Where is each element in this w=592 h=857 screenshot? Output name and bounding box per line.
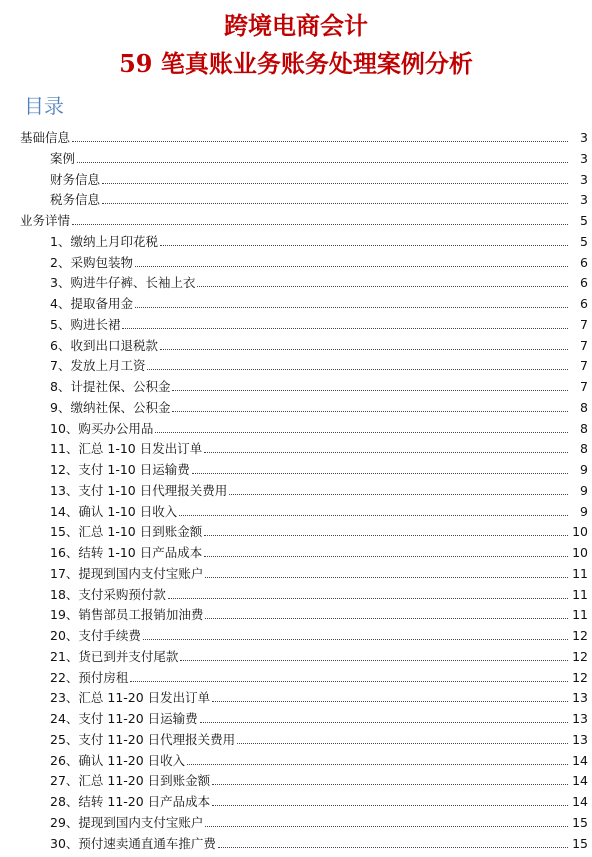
toc-entry[interactable]: [0, 334, 592, 354]
toc-entry-title: 28、结转 11-20 日产品成本: [50, 794, 211, 809]
toc-entry[interactable]: [0, 666, 592, 686]
toc-page-number: 14: [572, 773, 588, 789]
toc-dot-leader: [172, 410, 568, 412]
toc-dot-leader: [212, 700, 568, 702]
toc-dot-leader: [143, 638, 568, 640]
toc-page-number: 6: [580, 254, 588, 270]
toc-entry-title: 14、确认 1-10 日收入: [50, 503, 178, 519]
toc-page-number: 8: [580, 441, 588, 457]
toc-entry[interactable]: [0, 126, 592, 146]
toc-dot-leader: [205, 825, 568, 827]
document-title: 跨境电商会计: [224, 11, 368, 40]
toc-entry-title: 15、汇总 1-10 日到账金额: [50, 524, 203, 540]
toc-page-number: 7: [580, 358, 588, 374]
toc-entry-title: 24、支付 11-20 日运输费: [50, 711, 198, 726]
toc-entry[interactable]: [0, 168, 592, 188]
toc-dot-leader: [135, 306, 568, 308]
toc-page-number: 9: [580, 482, 588, 498]
toc-page-number: 15: [572, 814, 588, 830]
toc-dot-leader: [204, 451, 568, 453]
toc-entry[interactable]: [0, 271, 592, 291]
toc-entry[interactable]: [0, 188, 592, 208]
toc-entry-title: 20、支付手续费: [50, 628, 141, 643]
toc-dot-leader: [212, 783, 568, 785]
toc-entry[interactable]: [0, 832, 592, 852]
toc-entry[interactable]: [0, 500, 592, 520]
toc-dot-leader: [212, 804, 568, 806]
toc-dot-leader: [130, 680, 568, 682]
toc-dot-leader: [135, 265, 568, 267]
toc-page-number: 5: [580, 233, 588, 249]
toc-entry-title: 25、支付 11-20 日代理报关费用: [50, 731, 236, 747]
toc-page-number: 7: [580, 337, 588, 353]
toc-entry[interactable]: [0, 292, 592, 312]
toc-entry-title: 案例: [50, 150, 76, 166]
toc-page-number: 12: [572, 648, 588, 664]
toc-entry-title: 2、采购包装物: [50, 254, 133, 270]
toc-entry[interactable]: [0, 769, 592, 789]
toc-page-number: 6: [580, 275, 588, 291]
toc-dot-leader: [200, 721, 568, 723]
toc-entry[interactable]: [0, 251, 592, 271]
toc-page-number: 6: [580, 296, 588, 311]
toc-entry[interactable]: [0, 603, 592, 623]
toc-entry-title: 27、汇总 11-20 日到账金额: [50, 773, 211, 789]
toc-entry-title: 26、确认 11-20 日收入: [50, 752, 186, 768]
toc-page-number: 8: [580, 399, 588, 415]
toc-entry-title: 18、支付采购预付款: [50, 586, 166, 602]
toc-dot-leader: [192, 472, 568, 474]
toc-page-number: 13: [572, 711, 588, 726]
toc-page-number: 11: [572, 565, 588, 581]
toc-entry[interactable]: [0, 645, 592, 665]
toc-page-number: 13: [572, 690, 588, 706]
toc-entry-title: 29、提现到国内支付宝账户: [50, 814, 204, 830]
toc-dot-leader: [180, 659, 568, 661]
toc-entry-title: 基础信息: [20, 130, 71, 145]
toc-entry-title: 21、货已到并支付尾款: [50, 648, 179, 664]
toc-entry-title: 3、购进牛仔裤、长袖上衣: [50, 275, 196, 291]
toc-page-number: 7: [580, 316, 588, 332]
toc-page-number: 14: [572, 752, 588, 768]
toc-entry[interactable]: [0, 458, 592, 478]
toc-entry-title: 6、收到出口退税款: [50, 337, 158, 353]
toc-page-number: 10: [572, 524, 588, 540]
toc-page-number: 12: [572, 628, 588, 643]
toc-dot-leader: [237, 742, 568, 744]
toc-dot-leader: [187, 763, 568, 765]
toc-dot-leader: [72, 223, 568, 225]
toc-entry[interactable]: [0, 728, 592, 748]
toc-entry-title: 1、缴纳上月印花税: [50, 233, 158, 249]
toc-dot-leader: [218, 846, 568, 848]
toc-dot-leader: [147, 368, 568, 370]
toc-dot-leader: [197, 285, 568, 287]
toc-dot-leader: [205, 576, 568, 578]
toc-page-number: 13: [572, 731, 588, 747]
toc-entry-title: 22、预付房租: [50, 669, 129, 685]
toc-dot-leader: [160, 348, 568, 350]
toc-entry-title: 财务信息: [50, 171, 101, 187]
toc-heading: 目录: [24, 96, 64, 118]
toc-dot-leader: [72, 140, 568, 142]
toc-page-number: 9: [580, 503, 588, 519]
toc-page-number: 3: [580, 192, 588, 208]
toc-entry[interactable]: [0, 230, 592, 250]
toc-entry-title: 7、发放上月工资: [50, 358, 146, 374]
toc-dot-leader: [179, 514, 568, 516]
toc-entry-title: 8、计提社保、公积金: [50, 379, 171, 394]
toc-entry-title: 16、结转 1-10 日产品成本: [50, 545, 203, 560]
toc-entry[interactable]: [0, 707, 592, 727]
toc-entry[interactable]: [0, 354, 592, 374]
toc-page-number: 14: [572, 794, 588, 809]
toc-entry-title: 9、缴纳社保、公积金: [50, 399, 171, 415]
toc-entry[interactable]: [0, 479, 592, 499]
toc-page-number: 3: [580, 130, 588, 145]
toc-entry-title: 11、汇总 1-10 日发出订单: [50, 441, 203, 457]
toc-entry[interactable]: [0, 790, 592, 810]
toc-entry[interactable]: [0, 624, 592, 644]
toc-page-number: 15: [572, 835, 588, 851]
toc-page-number: 7: [580, 379, 588, 394]
toc-entry[interactable]: [0, 811, 592, 831]
toc-page-number: 3: [580, 150, 588, 166]
toc-entry-title: 23、汇总 11-20 日发出订单: [50, 690, 211, 706]
toc-dot-leader: [204, 534, 568, 536]
toc-dot-leader: [155, 431, 568, 433]
toc-page-number: 3: [580, 171, 588, 187]
toc-entry-title: 4、提取备用金: [50, 296, 133, 311]
toc-entry[interactable]: [0, 520, 592, 540]
toc-page-number: 10: [572, 545, 588, 560]
toc-entry-title: 12、支付 1-10 日运输费: [50, 462, 190, 477]
toc-dot-leader: [77, 161, 568, 163]
toc-entry[interactable]: [0, 749, 592, 769]
toc-page-number: 12: [572, 669, 588, 685]
document-subtitle: 59 笔真账业务账务处理案例分析: [119, 49, 473, 78]
toc-dot-leader: [168, 597, 568, 599]
toc-dot-leader: [122, 327, 568, 329]
toc-dot-leader: [102, 182, 568, 184]
toc-page-number: 8: [580, 420, 588, 436]
toc-entry-title: 税务信息: [50, 192, 101, 208]
toc-entry[interactable]: [0, 417, 592, 437]
toc-entry-title: 10、购买办公用品: [50, 420, 154, 436]
toc-dot-leader: [204, 555, 568, 557]
toc-entry[interactable]: [0, 375, 592, 395]
toc-entry-title: 19、销售部员工报销加油费: [50, 607, 204, 623]
toc-entry-title: 17、提现到国内支付宝账户: [50, 565, 204, 581]
toc-entry-title: 13、支付 1-10 日代理报关费用: [50, 482, 228, 498]
toc-dot-leader: [172, 389, 568, 391]
toc-entry[interactable]: [0, 313, 592, 333]
toc-entry-title: 业务详情: [20, 213, 71, 228]
toc-entry[interactable]: [0, 437, 592, 457]
toc-entry[interactable]: [0, 147, 592, 167]
toc-entry[interactable]: [0, 686, 592, 706]
toc-dot-leader: [229, 493, 568, 495]
toc-page-number: 5: [580, 213, 588, 228]
toc-dot-leader: [160, 244, 568, 246]
toc-page-number: 11: [572, 607, 588, 623]
toc-entry[interactable]: [0, 541, 592, 561]
toc-entry[interactable]: [0, 396, 592, 416]
toc-entry[interactable]: [0, 209, 592, 229]
toc-page-number: 11: [572, 586, 588, 602]
toc-entry-title: 5、购进长裙: [50, 316, 121, 332]
toc-page-number: 9: [580, 462, 588, 477]
toc-dot-leader: [102, 202, 568, 204]
toc-entry[interactable]: [0, 583, 592, 603]
toc-dot-leader: [205, 617, 568, 619]
toc-entry-title: 30、预付速卖通直通车推广费: [50, 835, 216, 851]
toc-entry[interactable]: [0, 562, 592, 582]
